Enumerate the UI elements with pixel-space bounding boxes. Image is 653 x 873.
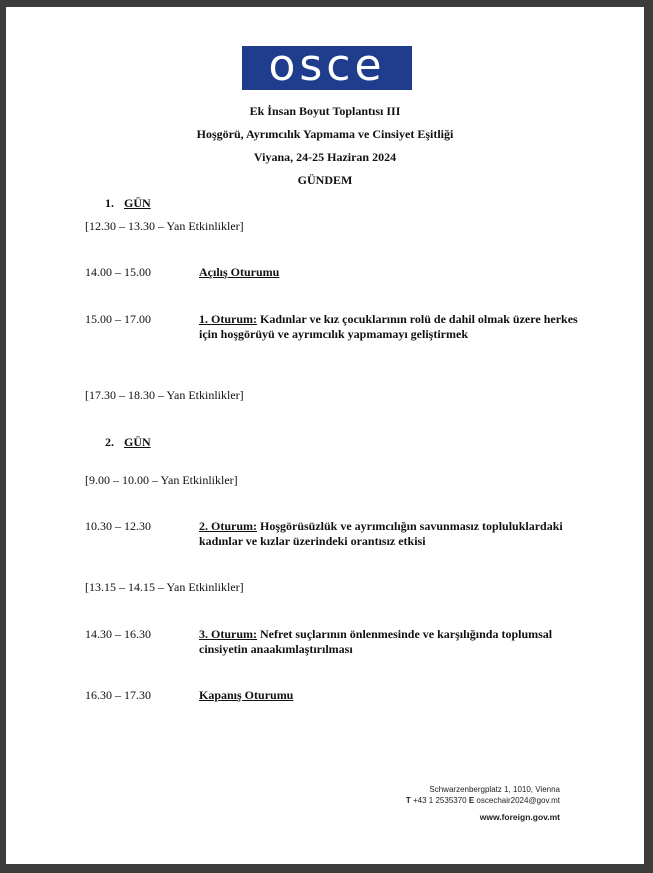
day1-session-time-opening: 14.00 – 15.00 — [85, 265, 151, 279]
email-address: oscechair2024@gov.mt — [476, 796, 560, 805]
footer-phone-email — [406, 795, 560, 806]
day2-label: GÜN — [124, 435, 151, 449]
day1-label: GÜN — [124, 196, 151, 210]
day2-side-event-2: [13.15 – 14.15 – Yan Etkinlikler] — [85, 580, 244, 594]
session-2-text: Hoşgörüsüzlük ve ayrımcılığın savunmasız topluluklardaki kadınlar ve kızlar üzerindeki orantısız etkisi — [199, 519, 563, 548]
phone-label: T — [405, 796, 411, 805]
session-3-title: 3. Oturum: — [199, 627, 257, 641]
meeting-subtitle: Hoşgörü, Ayrımcılık Yapmama ve Cinsiyet Eşitliği — [196, 127, 454, 141]
footer-website: www.foreign.gov.mt — [479, 812, 560, 822]
osce-logo — [242, 40, 412, 91]
phone-number: +43 1 2535370 — [413, 796, 467, 805]
day2-heading — [105, 435, 151, 450]
day2-session-time-closing: 16.30 – 17.30 — [85, 688, 151, 702]
day2-session-time-2: 10.30 – 12.30 — [85, 519, 151, 533]
session-3-text: Nefret suçlarının önlenmesinde ve karşılığında toplumsal cinsiyetin anaakımlaştırılması — [199, 627, 553, 656]
day1-session-1 — [199, 312, 589, 342]
opening-session-title: Açılış Oturumu — [199, 265, 280, 279]
meeting-title: Ek İnsan Boyut Toplantısı III — [249, 104, 401, 118]
agenda-heading: GÜNDEM — [297, 173, 353, 187]
footer-contact — [406, 784, 560, 823]
day1-session-time-1: 15.00 – 17.00 — [85, 312, 151, 326]
closing-session-title: Kapanış Oturumu — [199, 688, 294, 702]
day1-opening-session — [199, 265, 589, 280]
day2-session-2 — [199, 519, 589, 549]
document-page — [6, 7, 644, 864]
logo-text: osce — [268, 40, 386, 91]
session-2-title: 2. Oturum: — [199, 519, 257, 533]
day1-number: 1. — [105, 196, 114, 210]
day2-number: 2. — [105, 435, 114, 449]
session-1-text: Kadınlar ve kız çocuklarının rolü de dahil olmak üzere herkes için hoşgörüyü ve ayrımcılık yapmamayı geliştirmek — [199, 312, 578, 341]
meeting-location-date: Viyana, 24-25 Haziran 2024 — [253, 150, 397, 164]
day1-side-event-2: [17.30 – 18.30 – Yan Etkinlikler] — [85, 388, 244, 402]
day1-heading — [105, 196, 151, 211]
session-1-title: 1. Oturum: — [199, 312, 257, 326]
day2-session-3 — [199, 627, 589, 657]
footer-address: Schwarzenbergplatz 1, 1010, Vienna — [429, 785, 560, 794]
day2-side-event-1: [9.00 – 10.00 – Yan Etkinlikler] — [85, 473, 238, 487]
day1-side-event-1: [12.30 – 13.30 – Yan Etkinlikler] — [85, 219, 244, 233]
email-label: E — [468, 796, 475, 805]
day2-session-time-3: 14.30 – 16.30 — [85, 627, 151, 641]
day2-closing-session — [199, 688, 589, 703]
